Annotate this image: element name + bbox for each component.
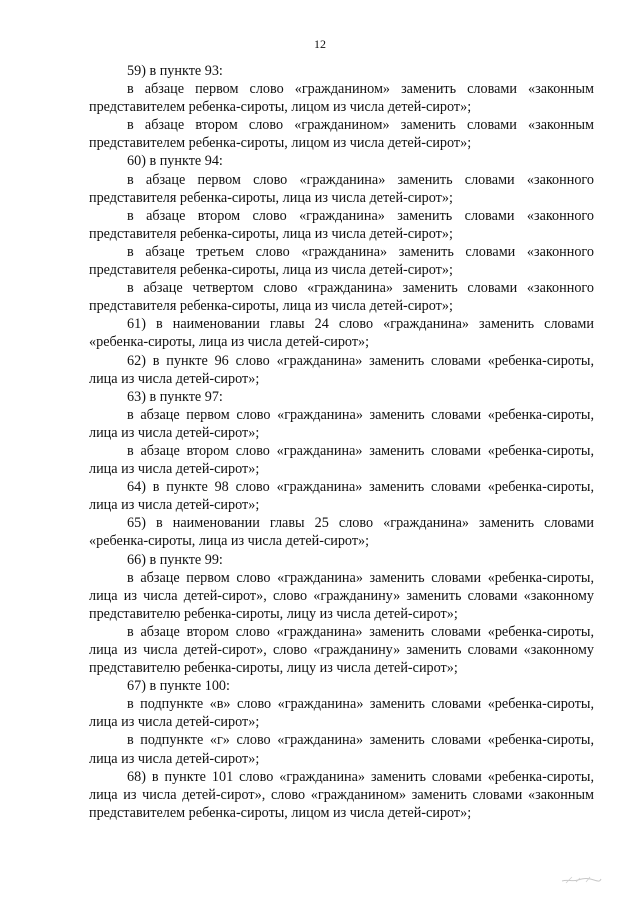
paragraph-item-59-para2: в абзаце втором слово «гражданином» заменить словами «законным представителем ребенка-сироты, лицом из числа детей-сирот»; bbox=[89, 117, 594, 152]
paragraph-item-64: 64) в пункте 98 слово «гражданина» заменить словами «ребенка-сироты, лица из числа детей-сирот»; bbox=[89, 479, 594, 514]
paragraph-item-61: 61) в наименовании главы 24 слово «гражданина» заменить словами «ребенка-сироты, лица из числа детей-сирот»; bbox=[89, 316, 594, 351]
paragraph-item-68: 68) в пункте 101 слово «гражданина» заменить словами «ребенка-сироты, лица из числа детей-сирот», слово «гражданином» заменить словами «законным представителем ребенка-сироты, лицом из числа детей-сирот»; bbox=[89, 768, 594, 821]
paragraph-item-60-para3: в абзаце третьем слово «гражданина» заменить словами «законного представителя ребенка-сироты, лица из числа детей-сирот»; bbox=[89, 243, 594, 279]
paragraph-item-60-para1: в абзаце первом слово «гражданина» заменить словами «законного представителя ребенка-сироты, лица из числа детей-сирот»; bbox=[89, 171, 594, 206]
scan-artifact-mark bbox=[560, 873, 602, 885]
paragraph-item-62: 62) в пункте 96 слово «гражданина» заменить словами «ребенка-сироты, лица из числа детей-сирот»; bbox=[89, 352, 594, 387]
paragraph-item-66: 66) в пункте 99: bbox=[127, 551, 223, 568]
paragraph-item-60-para4: в абзаце четвертом слово «гражданина» заменить словами «законного представителя ребенка-сироты, лица из числа детей-сирот»; bbox=[89, 280, 594, 315]
paragraph-item-66-para1: в абзаце первом слово «гражданина» заменить словами «ребенка-сироты, лица из числа детей-сирот», слово «гражданину» заменить словами «законному представителю ребенка-сироты, лицу из числа детей-сирот»; bbox=[89, 569, 594, 622]
page-number: 12 bbox=[314, 37, 326, 51]
paragraph-item-63: 63) в пункте 97: bbox=[127, 388, 223, 405]
paragraph-item-67: 67) в пункте 100: bbox=[127, 678, 230, 695]
paragraph-item-60-para2: в абзаце втором слово «гражданина» заменить словами «законного представителя ребенка-сироты, лица из числа детей-сирот»; bbox=[89, 207, 594, 242]
paragraph-item-67-sub-v: в подпункте «в» слово «гражданина» заменить словами «ребенка-сироты, лица из числа детей-сирот»; bbox=[89, 696, 594, 731]
document-body bbox=[89, 62, 594, 822]
paragraph-item-63-para2: в абзаце втором слово «гражданина» заменить словами «ребенка-сироты, лица из числа детей-сирот»; bbox=[89, 442, 594, 478]
paragraph-item-65: 65) в наименовании главы 25 слово «гражданина» заменить словами «ребенка-сироты, лица из числа детей-сирот»; bbox=[89, 515, 594, 550]
paragraph-item-59-para1: в абзаце первом слово «гражданином» заменить словами «законным представителем ребенка-сироты, лицом из числа детей-сирот»; bbox=[89, 81, 594, 116]
paragraph-item-59: 59) в пункте 93: bbox=[127, 63, 223, 79]
paragraph-item-66-para2: в абзаце втором слово «гражданина» заменить словами «ребенка-сироты, лица из числа детей-сирот», слово «гражданину» заменить словами «законному представителю ребенка-сироты, лицу из числа детей-сирот»; bbox=[89, 623, 594, 677]
paragraph-item-60: 60) в пункте 94: bbox=[127, 153, 223, 170]
paragraph-item-67-sub-g: в подпункте «г» слово «гражданина» заменить словами «ребенка-сироты, лица из числа детей-сирот»; bbox=[89, 732, 594, 767]
paragraph-item-63-para1: в абзаце первом слово «гражданина» заменить словами «ребенка-сироты, лица из числа детей-сирот»; bbox=[89, 406, 594, 441]
